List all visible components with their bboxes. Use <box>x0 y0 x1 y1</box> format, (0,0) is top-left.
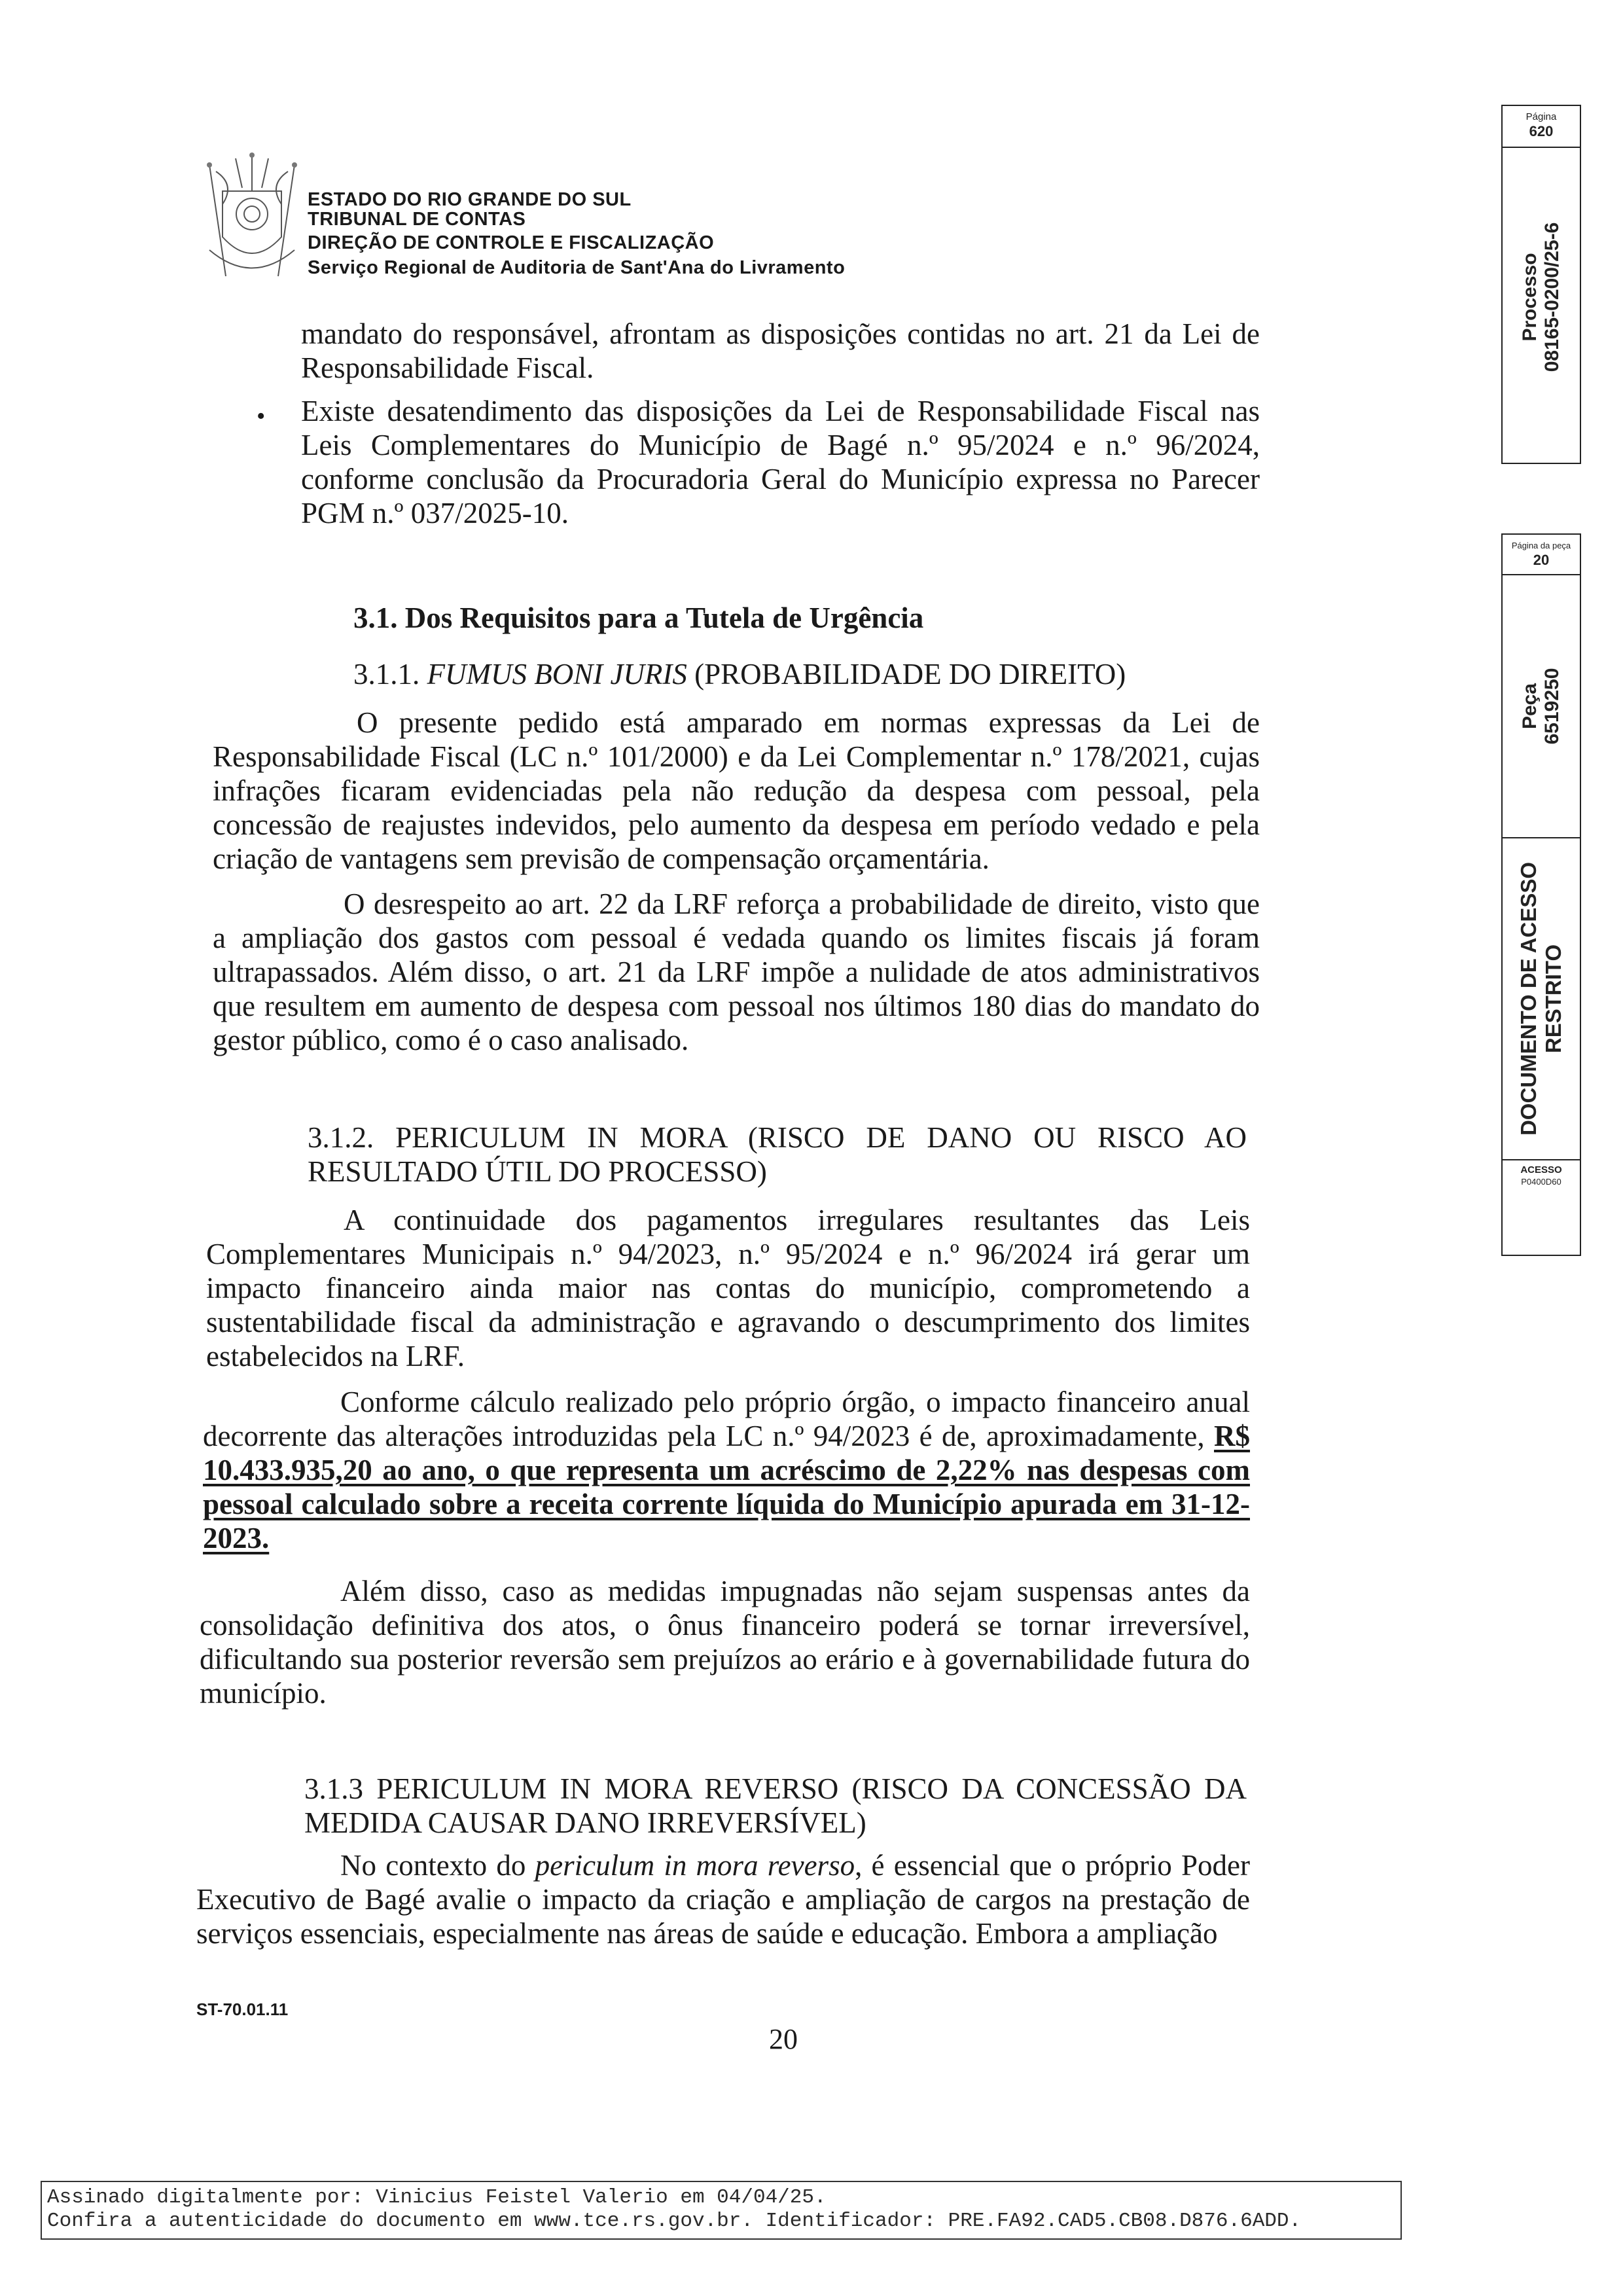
page-number: 20 <box>769 2023 798 2055</box>
piece-label: Peça <box>1519 683 1541 730</box>
paragraph-periculum: A continuidade dos pagamentos irregulares resultantes das Leis Complementares Municipais n.º 94/2023, n.º 95/2024 e n.º 96/2024 irá gerar um impacto financeiro ainda maior nas contas do município, comprometendo a sustentabilidade fiscal da administração e agravando o descumprimento dos limites estabelecidos na LRF. <box>206 1204 1250 1372</box>
header-directorate: DIREÇÃO DE CONTROLE E FISCALIZAÇÃO <box>308 232 715 253</box>
page-number-stamp: 620 <box>1529 123 1554 139</box>
header-service: Serviço Regional de Auditoria de Sant'Ana do Livramento <box>308 257 846 278</box>
coat-of-arms-icon <box>196 145 308 289</box>
section-heading-3-1-3: 3.1.3 PERICULUM IN MORA REVERSO (RISCO DA CONCESSÃO DA MEDIDA CAUSAR DANO IRREVERSÍVEL) <box>304 1772 1247 1839</box>
section-heading-3-1-1: 3.1.1. FUMUS BONI JURIS (PROBABILIDADE DO DIREITO) <box>353 658 1126 691</box>
paragraph-bullet-lrf: Existe desatendimento das disposições da Lei de Responsabilidade Fiscal nas Leis Complementares do Município de Bagé n.º 95/2024 e n.º 96/2024, conforme conclusão da Procuradoria Geral do Município expressa no Parecer PGM n.º 037/2025-10. <box>301 395 1260 529</box>
authenticity-line: Confira a autenticidade do documento em www.tce.rs.gov.br. Identificador: PRE.FA92.CAD5.CB08.D876.6ADD. <box>47 2210 1302 2233</box>
side-stamp-process <box>1501 105 1581 464</box>
process-vertical <box>1519 222 1563 372</box>
piece-page-number: 20 <box>1533 552 1550 568</box>
piece-page-caption: Página da peça <box>1511 541 1571 550</box>
piece-number: 6519250 <box>1541 668 1563 745</box>
restricted-doc-line1: DOCUMENTO DE ACESSO <box>1516 861 1541 1136</box>
header-state: ESTADO DO RIO GRANDE DO SUL <box>308 189 632 210</box>
section-heading-3-1: 3.1. Dos Requisitos para a Tutela de Urgência <box>353 601 924 634</box>
paragraph-reverse-risk: No contexto do periculum in mora reverso, é essencial que o próprio Poder Executivo de Bagé avalie o impacto da criação e ampliação de cargos na prestação de serviços essenciais, especialmente nas áreas de saúde e educação. Embora a ampliação <box>196 1849 1251 1950</box>
paragraph-mandate: mandato do responsável, afrontam as disposições contidas no art. 21 da Lei de Responsabilidade Fiscal. <box>301 317 1260 384</box>
digital-signature-box <box>41 2181 1402 2240</box>
bullet-icon: • <box>257 403 266 430</box>
side-stamp-piece <box>1501 533 1581 1256</box>
access-code: P0400D60 <box>1521 1177 1561 1187</box>
access-label: ACESSO <box>1520 1164 1562 1175</box>
header-court: TRIBUNAL DE CONTAS <box>308 209 526 230</box>
restricted-doc-line2: RESTRITO <box>1541 944 1565 1054</box>
paragraph-fumus: O presente pedido está amparado em normas expressas da Lei de Responsabilidade Fiscal (LC n.º 101/2000) e da Lei Complementar n.º 178/2021, cujas infrações ficaram evidenciadas pela não redução da despesa com pessoal, pela concessão de reajustes indevidos, pelo aumento da despesa em período vedado e pela criação de vantagens sem previsão de compensação orçamentária. <box>213 706 1260 875</box>
restricted-access-vertical <box>1516 862 1566 1136</box>
paragraph-irreversible: Além disso, caso as medidas impugnadas não sejam suspensas antes da consolidação definitiva dos atos, o ônus financeiro poderá se tornar irreversível, dificultando sua posterior reversão sem prejuízos ao erário e à governabilidade futura do município. <box>200 1575 1250 1710</box>
piece-vertical <box>1519 668 1563 745</box>
paragraph-lrf-art22: O desrespeito ao art. 22 da LRF reforça a probabilidade de direito, visto que a ampliação dos gastos com pessoal é vedada quando os limites fiscais já foram ultrapassados. Além disso, o art. 21 da LRF impõe a nulidade de atos administrativos que resultem em aumento de despesa com pessoal nos últimos 180 dias do mandato do gestor público, como é o caso analisado. <box>213 888 1260 1056</box>
form-code: ST-70.01.11 <box>196 2000 289 2019</box>
paragraph-financial-impact: Conforme cálculo realizado pelo próprio órgão, o impacto financeiro anual decorrente das alterações introduzidas pela LC n.º 94/2023 é de, aproximadamente, R$ 10.433.935,20 ao ano, o que representa um acréscimo de 2,22% nas despesas com pessoal calculado sobre a receita corrente líquida do Município apurada em 31-12-2023. <box>203 1386 1251 1554</box>
process-number: 08165-0200/25-6 <box>1541 222 1563 372</box>
section-heading-3-1-2: 3.1.2. PERICULUM IN MORA (RISCO DE DANO OU RISCO AO RESULTADO ÚTIL DO PROCESSO) <box>308 1121 1247 1188</box>
process-label: Processo <box>1519 252 1541 342</box>
page-caption: Página <box>1525 111 1557 122</box>
highlighted-amount: R$ 10.433.935,20 ao ano, o que representa um acréscimo de 2,22% nas despesas com pessoal calculado sobre a receita corrente líquida do Município apurada em 31-12-2023. <box>203 1420 1251 1554</box>
signature-line: Assinado digitalmente por: Vinicius Feistel Valerio em 04/04/25. <box>47 2186 827 2209</box>
